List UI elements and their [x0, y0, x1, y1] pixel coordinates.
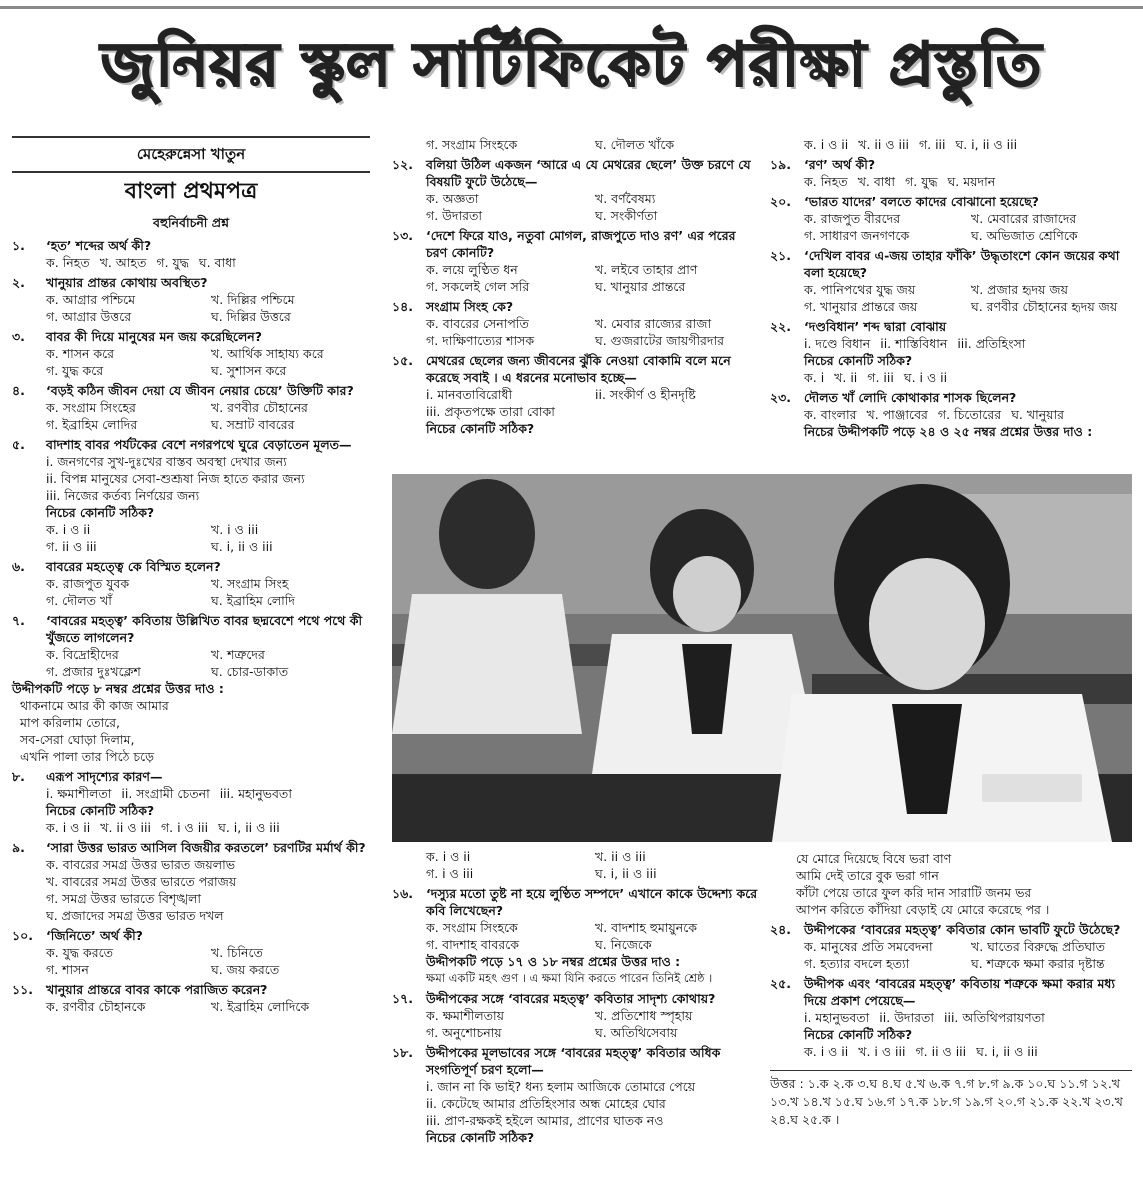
question-18: ১৮. উদ্দীপকের মূলভাবের সঙ্গে ‘বাবরের মহত্ত্ব’ কবিতার অধিক সংগতিপূর্ণ চরণ হলো— i. জান না কি ভাই? ধন্য হলাম আজিকে তোমারে পেয়ে ii. কেটেছে আমার প্রতিহিংসার অন্ধ মোহের ঘোর iii. প্রাণ-রক্ষকই হইলে আমার, প্রাণের ঘাতক নও নিচের কোনটি সঠিক? — [392, 1044, 758, 1146]
question-16: ১৬. ‘দস্যুর মতো তুষ্ট না হয়ে লুণ্ঠিত সম্পদে’ এখানে কাকে উদ্দেশ্য করে কবি লিখেছেন? ক. সংগ্রাম সিংহকে খ. বাদশাহ হুমায়ুনকে গ. বাদশাহ বাবরকে ঘ. নিজেকে — [392, 886, 758, 952]
page-title: জুনিয়র স্কুল সার্টিফিকেট পরীক্ষা প্রস্তুতি — [100, 30, 1043, 100]
options: ক. অজ্ঞতা খ. বর্ণবৈষম্য গ. উদারতা ঘ. সংকীর্ণতা — [426, 191, 658, 223]
subject-title: বাংলা প্রথমপত্র — [124, 179, 258, 204]
question-19: ১৯. ‘রণ’ অর্থ কী? ক. নিহত খ. বাধা গ. যুদ্ধ ঘ. ময়দান — [770, 156, 1132, 190]
question-7: ৭. ‘বাবরের মহত্ত্ব’ কবিতায় উল্লিখিত বাবর ছদ্মবেশে পথে পথে কী খুঁজতে লাগলেন? ক. বিদ্রোহীদের খ. শত্রুদের গ. প্রজার দুঃখক্লেশ ঘ. চোর-ডাকাত — [12, 612, 370, 680]
options: ক. i ও ii খ. i ও iii গ. ii ও iii ঘ. i, ii ও iii — [804, 1044, 1038, 1059]
question-18-options: ক. i ও ii খ. ii ও iii গ. iii ঘ. i, ii ও iii — [804, 137, 1018, 152]
options: ক. i ও ii খ. ii ও iii গ. i ও iii ঘ. i, ii ও iii — [46, 820, 280, 835]
question-8: ৮. এরূপ সাদৃশ্যের কারণ— i. ক্ষমাশীলতা ii. সংগ্রামী চেতনা iii. মহানুভবতা নিচের কোনটি সঠিক? ক. i ও ii খ. ii ও iii গ. i ও iii ঘ. i, ii ও iii — [12, 768, 370, 836]
question-21: ২১. ‘দেখিল বাবর এ-জয় তাহার ফাঁকি’ উদ্ধৃতাংশে কোন জয়ের কথা বলা হয়েছে? ক. পানিপথের যুদ্ধ জয় খ. প্রজার হৃদয় জয় গ. খানুয়ার প্রান্তরে জয় ঘ. রণবীর চৌহানের হৃদয় জয় — [770, 247, 1132, 315]
question-11: ১১. খানুয়ার প্রান্তরে বাবর কাকে পরাজিত করেন? ক. রণবীর চৌহানকে খ. ইব্রাহিম লোদিকে — [12, 981, 370, 1015]
question-12: ১২. বলিয়া উঠিল একজন ‘আরে এ যে মেথরের ছেলে’ উক্ত চরণে যে বিষয়টি ফুটে উঠেছে— ক. অজ্ঞতা খ. বর্ণবৈষম্য গ. উদারতা ঘ. সংকীর্ণতা — [392, 156, 758, 224]
options: ক. বিদ্রোহীদের খ. শত্রুদের গ. প্রজার দুঃখক্লেশ ঘ. চোর-ডাকাত — [46, 647, 289, 679]
stimulus-poem: যে মোরে দিয়েছে বিষে ভরা বাণ আমি দেই তারে বুক ভরা গান কাঁটা পেয়ে তারে ফুল করি দান সারাটি জনম ভর আপন করিতে কাঁদিয়া বেড়াই যে মোরে করেছে পর । — [796, 851, 1050, 917]
question-20: ২০. ‘ভারত যাদের’ বলতে কাদের বোঝানো হয়েছে? ক. রাজপুত বীরদের খ. মেবারের রাজাদের গ. সাধারণ জনগণকে ঘ. অভিজাত শ্রেণিকে — [770, 193, 1132, 244]
question-24: ২৪. উদ্দীপকের ‘বাবরের মহত্ত্ব’ কবিতার কোন ভাবটি ফুটে উঠেছে? ক. মানুষের প্রতি সমবেদনা খ. ঘাতের বিরুদ্ধে প্রতিঘাত গ. হত্যার বদলে হত্যা ঘ. শত্রুকে ক্ষমা করার দৃষ্টান্ত — [770, 921, 1132, 972]
question-5: ৫. বাদশাহ বাবর পর্যটকের বেশে নগরপথে ঘুরে বেড়াতেন মূলত— i. জনগণের সুখ-দুঃখের বাস্তব অবস্থা দেখার জন্য ii. বিপন্ন মানুষের সেবা-শুশ্রূষা নিজ হাতে করার জন্য iii. নিজের কর্তব্য নির্ণয়ের জন্য নিচের কোনটি সঠিক? ক. i ও ii খ. i ও iii গ. ii ও iii ঘ. i, ii ও iii — [12, 436, 370, 555]
options: ক. পানিপথের যুদ্ধ জয় খ. প্রজার হৃদয় জয় গ. খানুয়ার প্রান্তরে জয় ঘ. রণবীর চৌহানের হৃদয় জয় — [804, 282, 1118, 314]
options: ক. বাংলার খ. পাঞ্জাবের গ. চিতোরের ঘ. খানুয়ার — [804, 407, 1065, 422]
column-2-bottom — [392, 848, 758, 1146]
stimulus-instruction: উদ্দীপকটি পড়ে ১৭ ও ১৮ নম্বর প্রশ্নের উত্তর দাও : — [426, 954, 681, 969]
options: ক. লয়ে লুণ্ঠিত ধন খ. লইবে তাহার প্রাণ গ. সকলেই গেল সরি ঘ. খানুয়ার প্রান্তরে — [426, 262, 698, 294]
options: ক. শাসন করে খ. আর্থিক সাহায্য করে গ. যুদ্ধ করে ঘ. সুশাসন করে — [46, 346, 324, 378]
options: ক. সংগ্রাম সিংহকে খ. বাদশাহ হুমায়ুনকে গ. বাদশাহ বাবরকে ঘ. নিজেকে — [426, 920, 698, 952]
statements: i. দণ্ডে বিধান ii. শাস্তিবিধান iii. প্রতিহিংসা — [804, 336, 1026, 351]
column-3-bottom — [770, 850, 1132, 1129]
options: ক. যুদ্ধ করতে খ. চিনিতে গ. শাসন ঘ. জয় করতে — [46, 945, 280, 977]
options: ক. বাবরের সেনাপতি খ. মেবার রাজ্যের রাজা গ. দাক্ষিণাত্যের শাসক ঘ. গুজরাটের জায়গীরদার — [426, 316, 725, 348]
exam-students-photo — [392, 474, 1132, 842]
question-10: ১০. ‘জিনিতে’ অর্থ কী? ক. যুদ্ধ করতে খ. চিনিতে গ. শাসন ঘ. জয় করতে — [12, 927, 370, 978]
question-13: ১৩. ‘দেশে ফিরে যাও, নতুবা মোগল, রাজপুতে দাও রণ’ এর পরের চরণ কোনটি? ক. লয়ে লুণ্ঠিত ধন খ. লইবে তাহার প্রাণ গ. সকলেই গেল সরি ঘ. খানুয়ার প্রান্তরে — [392, 227, 758, 295]
options: ক. রাজপুত বীরদের খ. মেবারের রাজাদের গ. সাধারণ জনগণকে ঘ. অভিজাত শ্রেণিকে — [804, 211, 1078, 243]
question-23: ২৩. দৌলত খাঁ লোদি কোথাকার শাসক ছিলেন? ক. বাংলার খ. পাঞ্জাবের গ. চিতোরের ঘ. খানুয়ার — [770, 389, 1132, 423]
statements: i. জান না কি ভাই? ধন্য হলাম আজিকে তোমারে পেয়ে ii. কেটেছে আমার প্রতিহিংসার অন্ধ মোহের ঘোর iii. প্রাণ-রক্ষকই হইলে আমার, প্রাণের ঘাতক নও নিচের কোনটি সঠিক? — [426, 1079, 696, 1145]
question-9: ৯. ‘সারা উত্তর ভারত আসিল বিজয়ীর করতলে’ চরণটির মর্মার্থ কী? ক. বাবরের সমগ্র উত্তর ভারত জয়লাভ খ. বাবরের সমগ্র উত্তর ভারতে পরাজয় গ. সমগ্র উত্তর ভারতে বিশৃঙ্খলা ঘ. প্রজাদের সমগ্র উত্তর ভারত দখল — [12, 839, 370, 924]
question-6: ৬. বাবরের মহত্ত্বে কে বিস্মিত হলেন? ক. রাজপুত যুবক খ. সংগ্রাম সিংহ গ. দৌলত খাঁ ঘ. ইব্রাহিম লোদি — [12, 558, 370, 609]
stimulus-instruction: উদ্দীপকটি পড়ে ৮ নম্বর প্রশ্নের উত্তর দাও : — [12, 681, 224, 696]
stimulus-text: ক্ষমা একটি মহৎ গুণ । এ ক্ষমা যিনি করতে পারেন তিনিই শ্রেষ্ঠ । — [426, 971, 713, 985]
stimulus-poem: থাকনামে আর কী কাজ আমার মাপ করিলাম তোরে, সব-সেরা ঘোড়া দিলাম, এখনি পালা তার পিঠে চড়ে — [20, 698, 169, 764]
author-name: মেহেরুন্নেসা খাতুন — [12, 136, 370, 173]
column-2 — [392, 136, 758, 437]
photo-illustration — [392, 474, 1132, 842]
options: ক. ক্ষমাশীলতায় খ. প্রতিশোধ স্পৃহায় গ. অনুশোচনায় ঘ. অতিথিসেবায় — [426, 1008, 693, 1040]
question-17: ১৭. উদ্দীপকের সঙ্গে ‘বাবরের মহত্ত্ব’ কবিতার সাদৃশ্য কোথায়? ক. ক্ষমাশীলতায় খ. প্রতিশোধ স্পৃহায় গ. অনুশোচনায় ঘ. অতিথিসেবায় — [392, 990, 758, 1041]
options: ক. রণবীর চৌহানকে খ. ইব্রাহিম লোদিকে — [46, 999, 310, 1014]
options: ক. নিহত খ. আহত গ. যুদ্ধ ঘ. বাধা — [46, 255, 236, 270]
question-3: ৩. বাবর কী দিয়ে মানুষের মন জয় করেছিলেন? ক. শাসন করে খ. আর্থিক সাহায্য করে গ. যুদ্ধ করে ঘ. সুশাসন করে — [12, 328, 370, 379]
top-rule — [0, 6, 1143, 9]
question-25: ২৫. উদ্দীপক এবং ‘বাবরের মহত্ত্ব’ কবিতায় শত্রুকে ক্ষমা করার মধ্য দিয়ে প্রকাশ পেয়েছে— i. মহানুভবতা ii. উদারতা iii. অতিথিপরায়ণতা নিচের কোনটি সঠিক? ক. i ও ii খ. i ও iii গ. ii ও iii ঘ. i, ii ও iii — [770, 975, 1132, 1060]
options: ক. বাবরের সমগ্র উত্তর ভারত জয়লাভ খ. বাবরের সমগ্র উত্তর ভারতে পরাজয় গ. সমগ্র উত্তর ভারতে বিশৃঙ্খলা ঘ. প্রজাদের সমগ্র উত্তর ভারত দখল — [46, 857, 237, 923]
statements: i. মানবতাবিরোধী ii. সংকীর্ণ ও হীনদৃষ্টি — [426, 387, 696, 402]
section-heading: বহুনির্বাচনী প্রশ্ন — [153, 215, 229, 230]
answer-key: উত্তর : ১.ক ২.ক ৩.ঘ ৪.ঘ ৫.খ ৬.ক ৭.গ ৮.গ ৯.ক ১০.ঘ ১১.গ ১২.খ ১৩.খ ১৪.খ ১৫.ঘ ১৬.গ ১৭.ক ১৮.গ ১৯.গ ২০.গ ২১.ক ২২.খ ২৩.খ ২৪.ঘ ২৫.ক । — [770, 1070, 1132, 1129]
options: ক. রাজপুত যুবক খ. সংগ্রাম সিংহ গ. দৌলত খাঁ ঘ. ইব্রাহিম লোদি — [46, 576, 295, 608]
statements: i. ক্ষমাশীলতা ii. সংগ্রামী চেতনা iii. মহানুভবতা — [46, 786, 292, 801]
question-11-options-continued: গ. সংগ্রাম সিংহকে ঘ. দৌলত খাঁকে — [426, 137, 675, 152]
statements: i. মহানুভবতা ii. উদারতা iii. অতিথিপরায়ণতা — [804, 1010, 1045, 1025]
options: ক. সংগ্রাম সিংহের খ. রণবীর চৌহানের গ. ইব্রাহিম লোদির ঘ. সম্রাট বাবরের — [46, 400, 308, 432]
options: ক. i ও ii খ. i ও iii গ. ii ও iii ঘ. i, ii ও iii — [46, 522, 273, 554]
column-1 — [12, 136, 370, 1015]
question-15-options: ক. i ও ii খ. ii ও iii গ. i ও iii ঘ. i, ii ও iii — [426, 849, 657, 881]
options: ক. i খ. ii গ. iii ঘ. i ও ii — [804, 370, 948, 385]
question-2: ২. খানুয়ার প্রান্তর কোথায় অবস্থিত? ক. আগ্রার পশ্চিমে খ. দিল্লির পশ্চিমে গ. আগ্রার উত্তরে ঘ. দিল্লির উত্তরে — [12, 274, 370, 325]
options: ক. আগ্রার পশ্চিমে খ. দিল্লির পশ্চিমে গ. আগ্রার উত্তরে ঘ. দিল্লির উত্তরে — [46, 292, 295, 324]
options: ক. নিহত খ. বাধা গ. যুদ্ধ ঘ. ময়দান — [804, 174, 996, 189]
question-14: ১৪. সংগ্রাম সিংহ কে? ক. বাবরের সেনাপতি খ. মেবার রাজ্যের রাজা গ. দাক্ষিণাত্যের শাসক ঘ. গুজরাটের জায়গীরদার — [392, 298, 758, 349]
question-1: ১. ‘হত’ শব্দের অর্থ কী? ক. নিহত খ. আহত গ. যুদ্ধ ঘ. বাধা — [12, 237, 370, 271]
question-15: ১৫. মেথরের ছেলের জন্য জীবনের ঝুঁকি নেওয়া বোকামি বলে মনে করেছে সবাই । এ ধরনের মনোভাব হচ্ছে— i. মানবতাবিরোধী ii. সংকীর্ণ ও হীনদৃষ্টি iii. প্রকৃতপক্ষে তারা বোকা নিচের কোনটি সঠিক? — [392, 352, 758, 437]
options: ক. মানুষের প্রতি সমবেদনা খ. ঘাতের বিরুদ্ধে প্রতিঘাত গ. হত্যার বদলে হত্যা ঘ. শত্রুকে ক্ষমা করার দৃষ্টান্ত — [804, 939, 1106, 971]
statements: i. জনগণের সুখ-দুঃখের বাস্তব অবস্থা দেখার জন্য ii. বিপন্ন মানুষের সেবা-শুশ্রূষা নিজ হাতে করার জন্য iii. নিজের কর্তব্য নির্ণয়ের জন্য নিচের কোনটি সঠিক? — [46, 454, 305, 520]
page-banner — [0, 16, 1143, 122]
stimulus-instruction: নিচের উদ্দীপকটি পড়ে ২৪ ও ২৫ নম্বর প্রশ্নের উত্তর দাও : — [804, 424, 1093, 439]
question-4: ৪. ‘বড়ই কঠিন জীবন দেয়া যে জীবন নেয়ার চেয়ে’ উক্তিটি কার? ক. সংগ্রাম সিংহের খ. রণবীর চৌহানের গ. ইব্রাহিম লোদির ঘ. সম্রাট বাবরের — [12, 382, 370, 433]
column-3 — [770, 136, 1132, 440]
question-22: ২২. ‘দণ্ডবিধান’ শব্দ দ্বারা বোঝায় i. দণ্ডে বিধান ii. শাস্তিবিধান iii. প্রতিহিংসা নিচের কোনটি সঠিক? ক. i খ. ii গ. iii ঘ. i ও ii — [770, 318, 1132, 386]
